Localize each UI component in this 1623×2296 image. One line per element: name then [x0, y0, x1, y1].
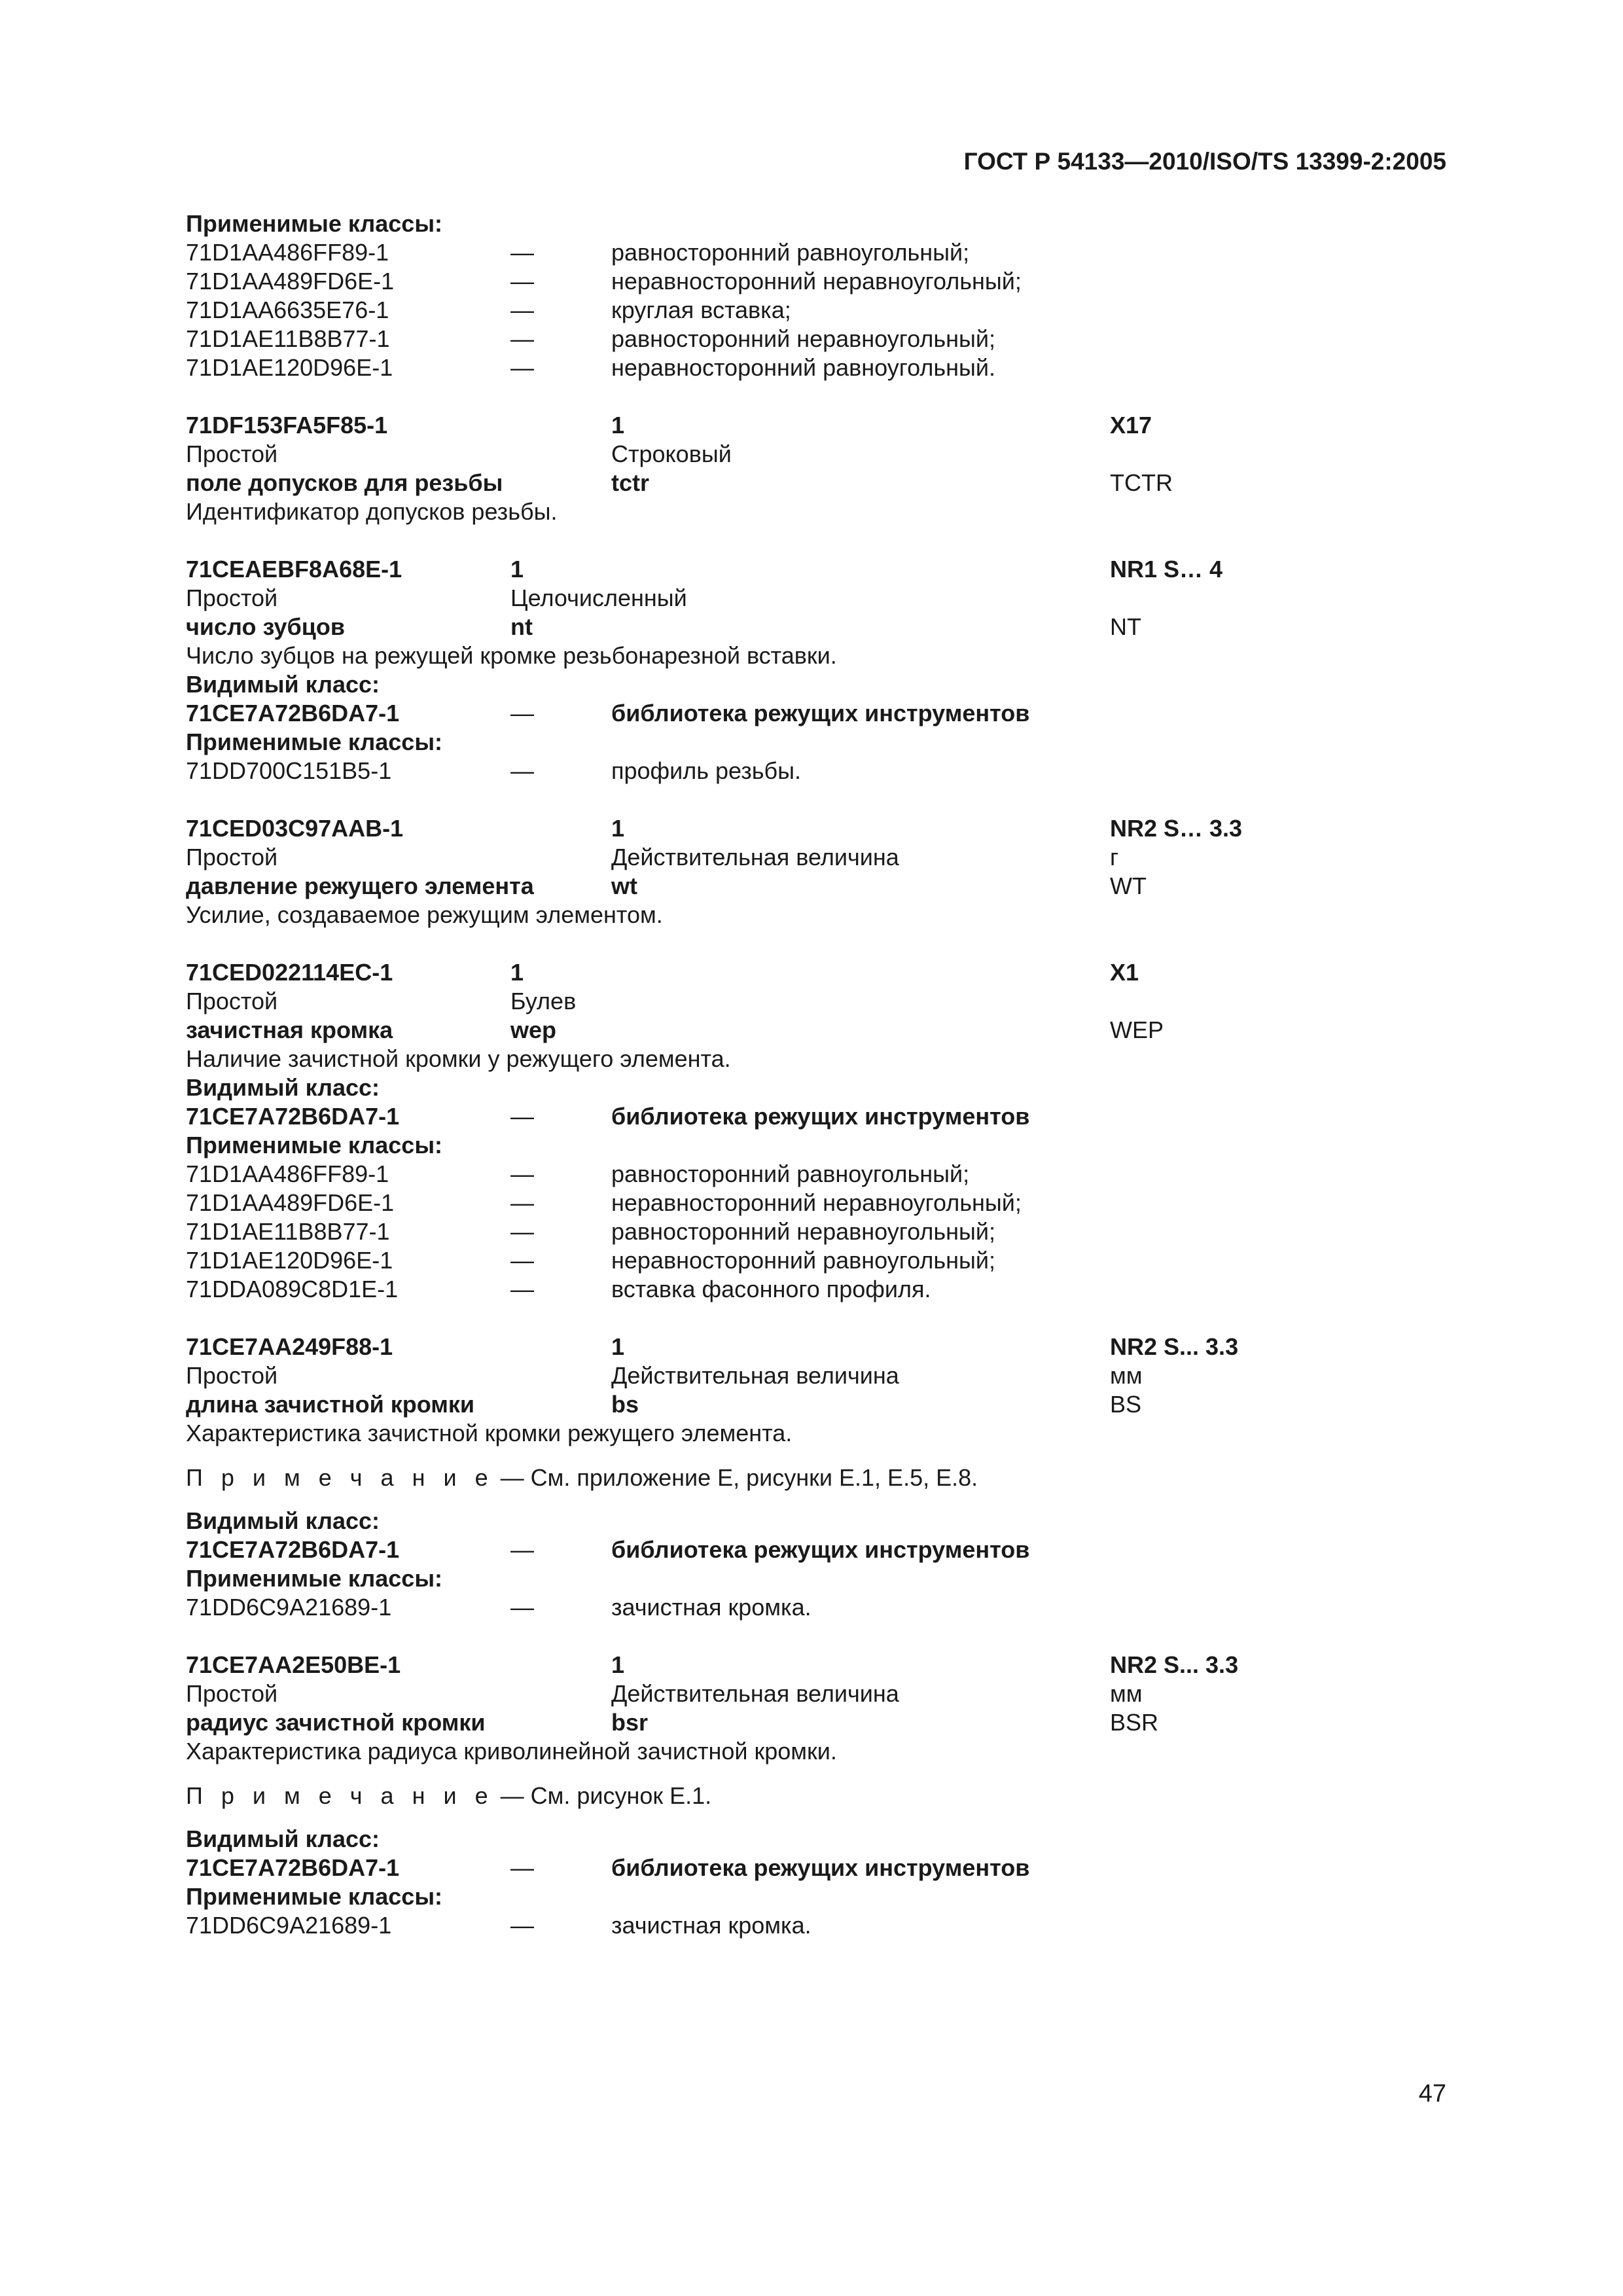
property-description: [186, 1419, 1469, 1448]
class-row: [186, 1189, 1469, 1217]
property-name-row: [186, 1016, 1469, 1045]
property-type-row: [186, 987, 1469, 1016]
property-datatype: Действительная величина: [611, 1680, 899, 1707]
visible-class-row: [186, 1535, 1469, 1564]
property-kind: Простой: [186, 440, 278, 467]
dash: —: [510, 1103, 534, 1130]
property-cardinality: 1: [611, 815, 625, 842]
dash: —: [510, 354, 534, 381]
property-cardinality: 1: [611, 1333, 625, 1360]
applicable-classes-heading: [186, 209, 1469, 238]
property-symbol: bsr: [611, 1709, 649, 1736]
dash: —: [510, 1536, 534, 1563]
note-line: [186, 1782, 711, 1810]
description-text: Наличие зачистной кромки у режущего элемента.: [186, 1045, 731, 1072]
class-code: 71D1AE120D96E-1: [186, 354, 393, 381]
visible-class-name: библиотека режущих инструментов: [611, 1854, 1030, 1881]
property-format: X1: [1110, 959, 1139, 986]
visible-class-row: [186, 1102, 1469, 1131]
class-code: 71D1AE11B8B77-1: [186, 325, 390, 352]
dash: —: [510, 1594, 534, 1621]
class-description: равносторонний равноугольный;: [611, 1160, 970, 1187]
property-kind: Простой: [186, 584, 278, 611]
class-row: [186, 353, 1469, 382]
visible-class-row: [186, 1854, 1469, 1882]
class-description: равносторонний неравноугольный;: [611, 1218, 995, 1245]
class-row: [186, 1593, 1469, 1622]
class-description: круглая вставка;: [611, 296, 791, 323]
class-row: [186, 238, 1469, 267]
property-name: радиус зачистной кромки: [186, 1709, 486, 1736]
class-description: равносторонний неравноугольный;: [611, 325, 995, 352]
applicable-label: Применимые классы:: [186, 1565, 443, 1592]
page-number: 47: [1418, 2080, 1446, 2108]
property-name: число зубцов: [186, 613, 345, 640]
property-name-row: [186, 613, 1469, 641]
property-description: [186, 1737, 1469, 1766]
property-abbreviation: NT: [1110, 613, 1141, 640]
property-cardinality: 1: [611, 412, 625, 439]
property-datatype: Строковый: [611, 440, 732, 467]
applicable-classes-heading: [186, 1882, 1469, 1911]
description-text: Характеристика радиуса криволинейной зачистной кромки.: [186, 1738, 837, 1765]
property-description: [186, 497, 1469, 526]
visible-label: Видимый класс:: [186, 1825, 380, 1852]
class-row: [186, 1911, 1469, 1940]
property-cardinality: 1: [510, 556, 524, 583]
property-header: [186, 958, 1469, 987]
property-description: [186, 641, 1469, 670]
property-name-row: [186, 469, 1469, 497]
dash: —: [510, 239, 534, 266]
dash: —: [510, 325, 534, 352]
class-code: 71D1AE120D96E-1: [186, 1247, 393, 1274]
applicable-classes-heading: [186, 1564, 1469, 1593]
description-text: Характеристика зачистной кромки режущего элемента.: [186, 1420, 793, 1446]
property-type-row: [186, 440, 1469, 469]
property-description: [186, 901, 1469, 929]
property-format: NR2 S... 3.3: [1110, 1651, 1239, 1678]
property-format: X17: [1110, 412, 1152, 439]
property-name: давление режущего элемента: [186, 872, 534, 899]
property-cardinality: 1: [611, 1651, 625, 1678]
property-symbol: wep: [510, 1016, 557, 1043]
applicable-label: Применимые классы:: [186, 1883, 443, 1910]
property-description: [186, 1045, 1469, 1073]
visible-class-heading: [186, 1825, 1469, 1854]
class-row: [186, 1160, 1469, 1189]
class-code: 71D1AA486FF89-1: [186, 1160, 389, 1187]
property-header: [186, 1333, 1469, 1361]
note-line: [186, 1463, 978, 1492]
class-row: [186, 267, 1469, 296]
class-description: равносторонний равноугольный;: [611, 239, 970, 266]
visible-class-name: библиотека режущих инструментов: [611, 1103, 1030, 1130]
property-name: длина зачистной кромки: [186, 1391, 475, 1418]
class-code: 71DDA089C8D1E-1: [186, 1276, 399, 1302]
class-description: вставка фасонного профиля.: [611, 1276, 931, 1302]
property-format: NR2 S... 3.3: [1110, 1333, 1239, 1360]
visible-class-name: библиотека режущих инструментов: [611, 1536, 1030, 1563]
visible-label: Видимый класс:: [186, 671, 380, 698]
property-symbol: bs: [611, 1391, 639, 1418]
property-name: зачистная кромка: [186, 1016, 393, 1043]
property-code: 71CED03C97AAB-1: [186, 815, 404, 842]
class-description: неравносторонний равноугольный;: [611, 1247, 995, 1274]
description-text: Усилие, создаваемое режущим элементом.: [186, 901, 663, 928]
property-header: [186, 1651, 1469, 1679]
property-symbol: tctr: [611, 469, 650, 496]
class-code: 71DD700C151B5-1: [186, 757, 392, 784]
dash: —: [510, 268, 534, 295]
property-unit: мм: [1110, 1362, 1143, 1389]
property-format: NR2 S… 3.3: [1110, 815, 1243, 842]
class-row: [186, 757, 1469, 785]
class-row: [186, 1246, 1469, 1275]
class-description: профиль резьбы.: [611, 757, 802, 784]
property-name-row: [186, 872, 1469, 901]
property-unit: мм: [1110, 1680, 1143, 1707]
note-label: П р и м е ч а н и е: [186, 1464, 494, 1491]
property-datatype: Действительная величина: [611, 1362, 899, 1389]
applicable-classes-heading: [186, 728, 1469, 757]
applicable-classes-heading: [186, 1131, 1469, 1160]
class-description: зачистная кромка.: [611, 1594, 812, 1621]
property-name: поле допусков для резьбы: [186, 469, 503, 496]
property-datatype: Булев: [510, 988, 577, 1014]
property-kind: Простой: [186, 1362, 278, 1389]
class-row: [186, 1217, 1469, 1246]
property-kind: Простой: [186, 1680, 278, 1707]
property-header: [186, 555, 1469, 584]
class-code: 71D1AA489FD6E-1: [186, 1189, 395, 1216]
property-datatype: Действительная величина: [611, 844, 899, 870]
visible-class-code: 71CE7A72B6DA7-1: [186, 700, 400, 726]
property-format: NR1 S… 4: [1110, 556, 1223, 583]
property-abbreviation: BSR: [1110, 1709, 1159, 1736]
property-abbreviation: TCTR: [1110, 469, 1173, 496]
property-symbol: wt: [611, 872, 637, 899]
visible-class-heading: [186, 1073, 1469, 1102]
property-code: 71CED022114EC-1: [186, 959, 393, 986]
class-code: 71DD6C9A21689-1: [186, 1912, 392, 1939]
class-row: [186, 1275, 1469, 1304]
property-code: 71CEAEBF8A68E-1: [186, 556, 402, 583]
dash: —: [510, 757, 534, 784]
property-kind: Простой: [186, 988, 278, 1014]
property-abbreviation: BS: [1110, 1391, 1142, 1418]
visible-class-code: 71CE7A72B6DA7-1: [186, 1536, 400, 1563]
property-type-row: [186, 1679, 1469, 1708]
note: [186, 1782, 1469, 1810]
class-row: [186, 325, 1469, 353]
note: [186, 1463, 1469, 1492]
class-code: 71DD6C9A21689-1: [186, 1594, 392, 1621]
applicable-label: Применимые классы:: [186, 728, 443, 755]
property-type-row: [186, 843, 1469, 872]
visible-class-code: 71CE7A72B6DA7-1: [186, 1103, 400, 1130]
class-description: зачистная кромка.: [611, 1912, 812, 1939]
class-code: 71D1AA486FF89-1: [186, 239, 389, 266]
visible-class-name: библиотека режущих инструментов: [611, 700, 1030, 726]
property-abbreviation: WEP: [1110, 1016, 1164, 1043]
class-description: неравносторонний неравноугольный;: [611, 1189, 1022, 1216]
dash: —: [510, 1218, 534, 1245]
description-text: Идентификатор допусков резьбы.: [186, 498, 558, 525]
visible-class-row: [186, 699, 1469, 728]
visible-class-heading: [186, 1507, 1469, 1535]
dash: —: [510, 1160, 534, 1187]
dash: —: [510, 1854, 534, 1881]
dash: —: [510, 700, 534, 726]
property-header: [186, 411, 1469, 440]
property-code: 71DF153FA5F85-1: [186, 412, 388, 439]
visible-class-heading: [186, 670, 1469, 699]
class-code: 71D1AE11B8B77-1: [186, 1218, 390, 1245]
document-header: ГОСТ Р 54133—2010/ISO/TS 13399-2:2005: [963, 148, 1446, 175]
dash: —: [510, 1912, 534, 1939]
note-text: — См. приложение Е, рисунки Е.1, Е.5, Е.8.: [500, 1464, 978, 1491]
property-kind: Простой: [186, 844, 278, 870]
class-code: 71D1AA489FD6E-1: [186, 268, 395, 295]
property-abbreviation: WT: [1110, 872, 1147, 899]
property-unit: г: [1110, 844, 1119, 870]
class-description: неравносторонний равноугольный.: [611, 354, 995, 381]
dash: —: [510, 296, 534, 323]
visible-label: Видимый класс:: [186, 1507, 380, 1534]
dash: —: [510, 1276, 534, 1302]
note-text: — См. рисунок Е.1.: [500, 1782, 712, 1809]
property-code: 71CE7AA2E50BE-1: [186, 1651, 401, 1678]
property-code: 71CE7AA249F88-1: [186, 1333, 393, 1360]
class-row: [186, 296, 1469, 325]
visible-class-code: 71CE7A72B6DA7-1: [186, 1854, 400, 1881]
class-code: 71D1AA6635E76-1: [186, 296, 389, 323]
class-description: неравносторонний неравноугольный;: [611, 268, 1022, 295]
property-type-row: [186, 1361, 1469, 1390]
description-text: Число зубцов на режущей кромке резьбонарезной вставки.: [186, 642, 837, 669]
property-type-row: [186, 584, 1469, 613]
property-name-row: [186, 1390, 1469, 1419]
property-name-row: [186, 1708, 1469, 1737]
property-symbol: nt: [510, 613, 533, 640]
property-datatype: Целочисленный: [510, 584, 687, 611]
applicable-label: Применимые классы:: [186, 1132, 443, 1158]
property-header: [186, 814, 1469, 843]
property-cardinality: 1: [510, 959, 524, 986]
dash: —: [510, 1189, 534, 1216]
dash: —: [510, 1247, 534, 1274]
note-label: П р и м е ч а н и е: [186, 1782, 494, 1809]
applicable-label: Применимые классы:: [186, 210, 443, 237]
visible-label: Видимый класс:: [186, 1074, 380, 1101]
